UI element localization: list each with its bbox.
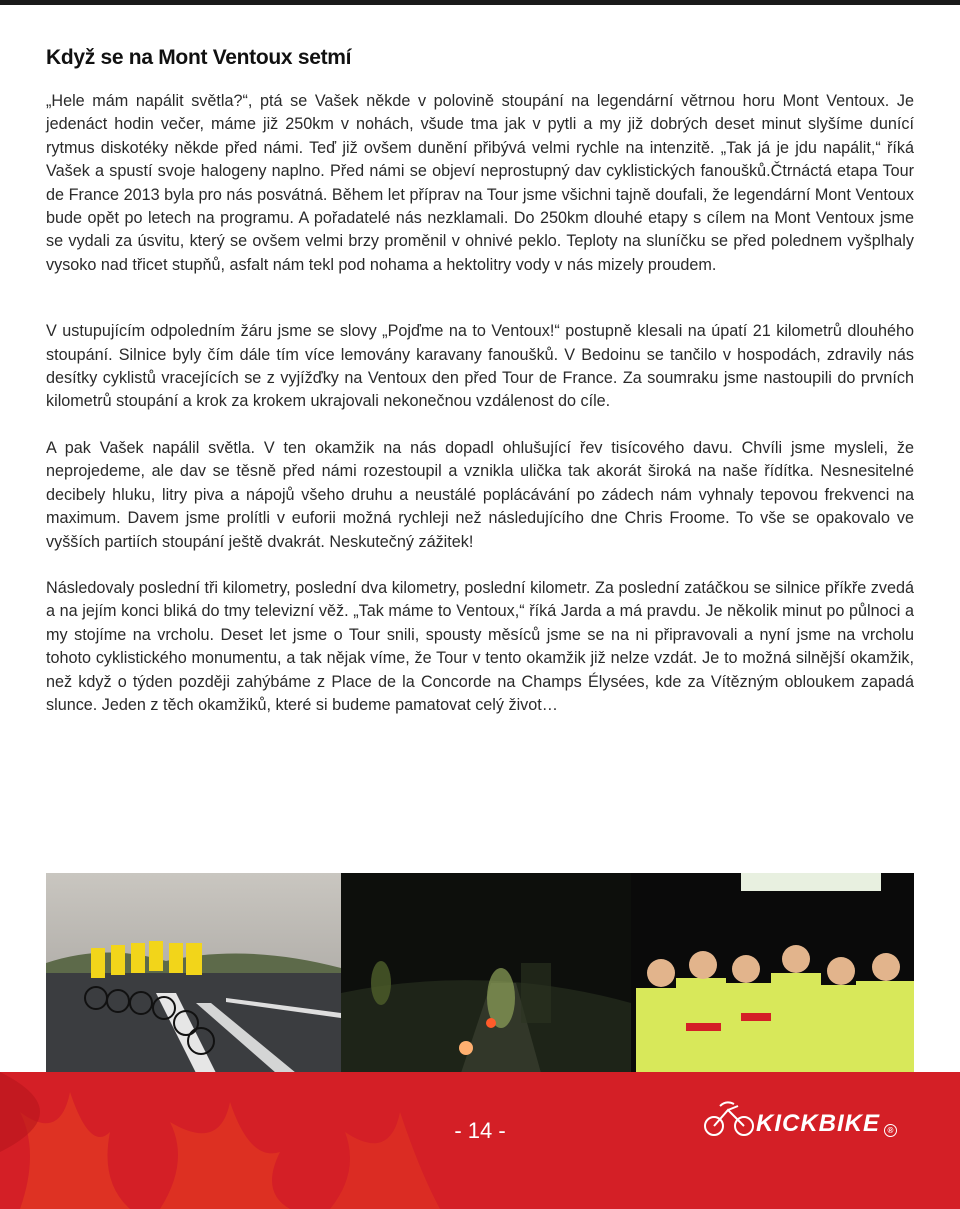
- registered-mark: ®: [884, 1124, 897, 1137]
- article-title: Když se na Mont Ventoux setmí: [46, 46, 352, 69]
- photo-team-summit-night: [631, 873, 914, 1073]
- paragraph-3: A pak Vašek napálil světla. V ten okamžik na nás dopadl ohlušující řev tisícového davu. Chvíli jsme mysleli, že neprojedeme, ale dav se těsně před námi rozestoupil a vznikla ulička tak akorát široká na naše řídítka. Nesnesitelné decibely hluku, litry piva a nápojů všeho druhu a neustálé poplácávání po zádech nám vyhnaly tepovou frekvenci na maximum. Davem jsme prolítli v euforii možná rychleji než následujícího dne Chris Froome. To vše se opakovalo ve vyšších partiích stoupání ještě dvakrát. Neskutečný zážitek!: [46, 438, 914, 551]
- kickbike-logo-text: KICKBIKE: [756, 1110, 881, 1137]
- paragraph-4: Následovaly poslední tři kilometry, poslední dva kilometry, poslední kilometr. Za poslední zatáčkou se silnice příkře zvedá a na jejím konci bliká do tmy televizní věž. „Tak máme to Ventoux,“ říká Jarda a má pravdu. Je několik minut po půlnoci a my stojíme na vrcholu. Deset let jsme o Tour snili, spousty měsíců jsme se na ni připravovali a nyní jsme na vrcholu tohoto cyklistického monumentu, a tak nějak víme, že Tour v tento okamžik již nelze vzdát. Je to možná silnější okamžik, než když o týden později zahýbáme z Place de la Concorde na Champs Élysées, kde za Vítězným obloukem zapadá slunce. Jeden z těch okamžiků, které si budeme pamatovat celý život…: [46, 578, 914, 714]
- top-rule: [0, 0, 960, 5]
- paragraph-1: „Hele mám napálit světla?“, ptá se Vašek někde v polovině stoupání na legendární větrnou horu Mont Ventoux. Je jedenáct hodin večer, máme již 250km v nohách, všude tma jak v pytli a my již dobrých deset minut slyšíme dunící rytmus diskotéky někde před námi. Teď již ovšem dunění přibývá velmi rychle na intenzitě. „Tak já je jdu napálit,“ říká Vašek a spustí svoje halogeny naplno. Před námi se objeví neprostupný dav cyklistických fanoušků.Čtrnáctá etapa Tour de France 2013 byla pro nás posvátná. Během let příprav na Tour jsme všichni tajně doufali, že legendární Mont Ventoux bude opět po letech na programu. A pořadatelé nás nezklamali. Do 250km dlouhé etapy s cílem na Mont Ventoux jsme se vydali za úsvitu, který se ovšem velmi brzy proměnil v ohnivé peklo. Teploty na sluníčku se před polednem vyšplhaly vysoko nad třicet stupňů, asfalt nám tekl pod nohama a hektolitry vody v nás mizely proudem.: [46, 92, 914, 274]
- page-number: - 14 -: [454, 1118, 506, 1143]
- paragraph-2: V ustupujícím odpoledním žáru jsme se slovy „Pojďme na to Ventoux!“ postupně klesali na úpatí 21 kilometrů dlouhého stoupání. Silnice byly čím dále tím více lemovány karavany fanoušků. V Bedoinu se tančilo v hospodách, zdravily nás desítky cyklistů vracejících se z vyjížďky na Ventoux den před Tour de France. Za soumraku jsme nastoupili do prvních kilometrů stoupání a krok za krokem ukrajovali nekonečnou vzdálenost do cíle.: [46, 322, 914, 411]
- photo-strip: [46, 873, 914, 1073]
- photo-cyclists-road-dusk: [46, 873, 341, 1073]
- article-body: [46, 90, 914, 740]
- photo-night-cyclist-lights: [341, 873, 631, 1073]
